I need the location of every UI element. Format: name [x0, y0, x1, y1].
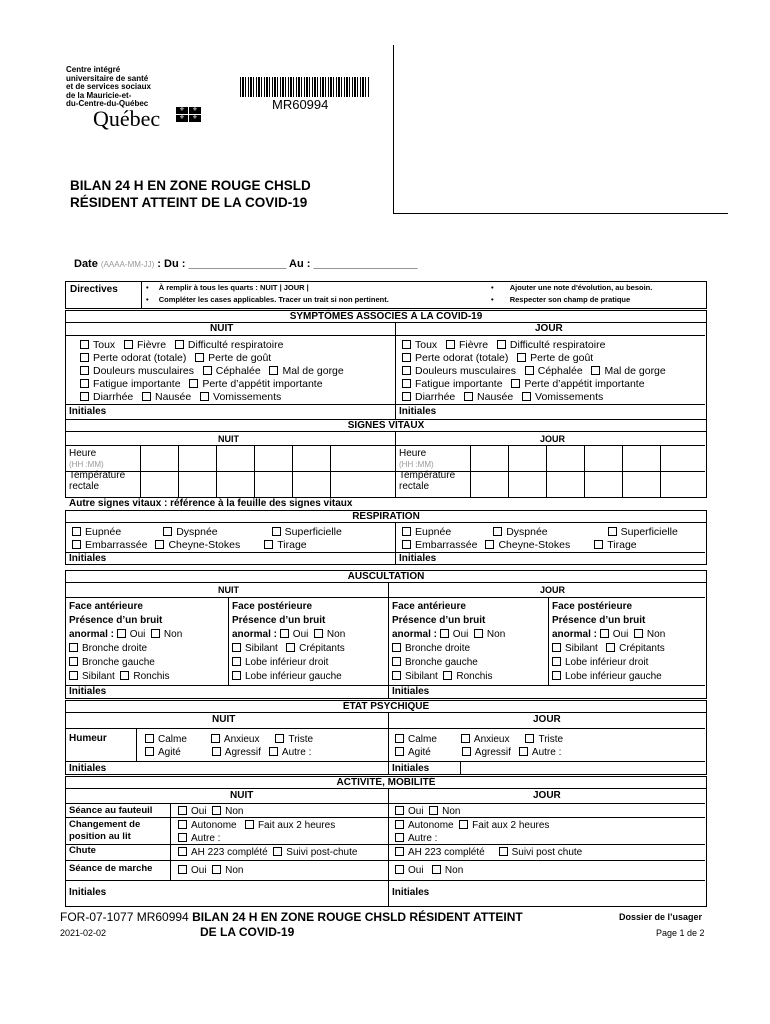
symptoms-nuit: Toux Fièvre Difficulté respiratoire Perte odorat (totale) Perte de goût Douleurs musculaires Céphalée Mal de gorge Fatigue importante Perte d’appétit importante Diarrhée Nausée Vomissements [80, 339, 344, 404]
date-line: Date (AAAA-MM-JJ) : Du : ________________ Au : _________________ [74, 258, 418, 270]
section-auscultation: AUSCULTATION [65, 570, 707, 583]
section-signes-vitaux: SIGNES VITAUX [65, 419, 707, 432]
footer-dossier: Dossier de l’usager [619, 912, 703, 922]
page-title: BILAN 24 H EN ZONE ROUGE CHSLD RÉSIDENT ATTEINT DE LA COVID-19 [70, 178, 311, 210]
section-respiration: RESPIRATION [65, 510, 707, 523]
footer-date: 2021-02-02 [60, 928, 107, 938]
barcode [240, 77, 370, 97]
quebec-logo: Québec [93, 106, 161, 131]
symptoms-jour: Toux Fièvre Difficulté respiratoire Perte odorat (totale) Perte de goût Douleurs musculaires Céphalée Mal de gorge Fatigue importante Perte d’appétit importante Diarrhée Nausée Vomissements [402, 339, 666, 404]
form-code: MR60994 [272, 97, 329, 112]
footer-title: FOR-07-1077 MR60994 BILAN 24 H EN ZONE ROUGE CHSLD RÉSIDENT ATTEINT [60, 910, 523, 924]
directives-box: Directives • À remplir à tous les quarts : NUIT | JOUR | • Compléter les cases applicables. Tracer un trait si non pertinent. • Ajouter une note d'évolution, au besoin. • Respecter son champ de pratique [65, 281, 707, 309]
section-activite: ACTIVITÉ, MOBILITÉ [65, 776, 707, 789]
footer-page: Page 1 de 2 [656, 928, 705, 938]
autres-signes: Autre signes vitaux : référence à la feuille des signes vitaux [69, 498, 353, 509]
org-name: Centre intégré universitaire de santé et de services sociaux de la Mauricie-et- du-Centre-du-Québec [66, 65, 151, 109]
flag-icon: ⚜ ⚜ ⚜ ⚜ [176, 107, 201, 122]
section-symptomes: SYMPTÔMES ASSOCIÉS À LA COVID-19 [65, 310, 707, 323]
section-etat-psychique: ÉTAT PSYCHIQUE [65, 700, 707, 713]
